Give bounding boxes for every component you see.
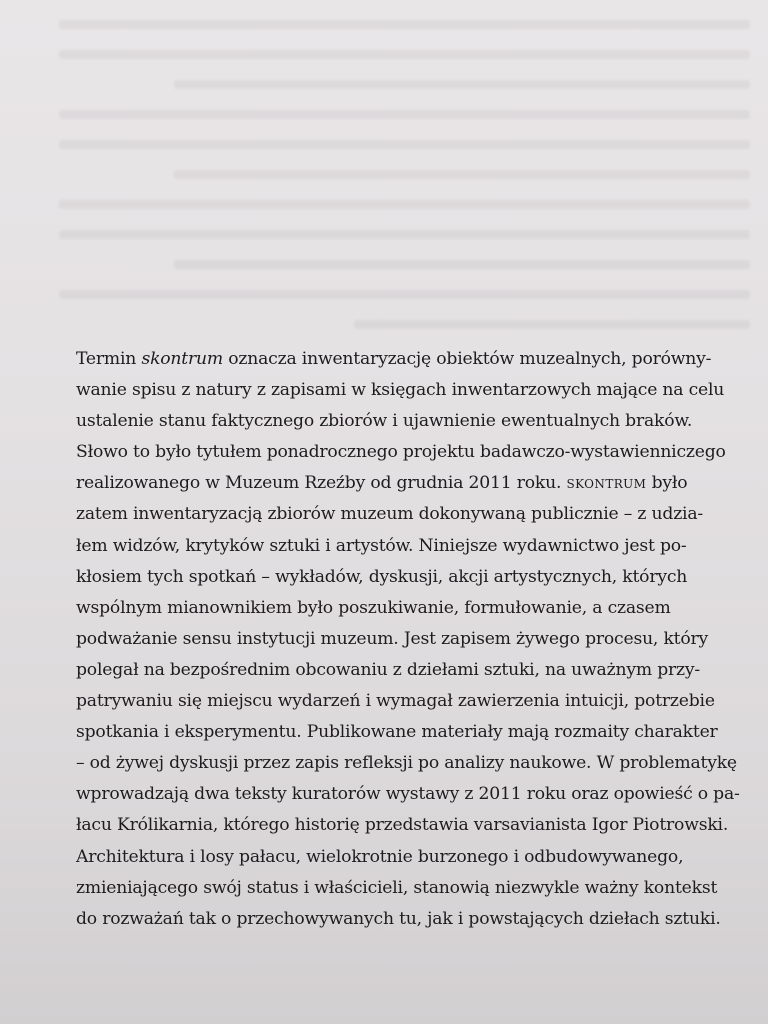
text-line [76,873,742,904]
text-line [76,810,742,841]
text-segment: polegał na bezpośrednim obcowaniu z dziełami sztuki, na uważnym przy- [76,659,700,680]
text-line [76,468,742,499]
text-segment: Słowo to było tytułem ponadrocznego projektu badawczo-wystawienniczego [76,442,726,463]
text-segment: Termin [76,349,142,369]
text-segment: ustalenie stanu faktycznego zbiorów i ujawnienie ewentualnych braków. [76,411,693,432]
text-line [76,904,742,935]
text-segment: spotkania i eksperymentu. Publikowane materiały mają rozmaity charakter [76,722,718,743]
text-segment: realizowanego w Muzeum Rzeźby od grudnia 2011 roku. [76,473,567,494]
text-line [76,375,742,406]
text-segment: zatem inwentaryzacją zbiorów muzeum dokonywaną publicznie – z udzia- [76,504,704,525]
bleed-through-text [30,20,750,340]
text-line [76,686,742,717]
text-line [76,562,742,593]
text-line [76,655,742,686]
text-line [76,624,742,655]
small-caps-term: skontrum [566,473,647,494]
text-line [76,779,742,810]
text-segment: było [646,473,688,494]
text-segment: oznacza inwentaryzację obiektów muzealnych, porówny- [223,349,712,369]
text-segment: podważanie sensu instytucji muzeum. Jest zapisem żywego procesu, który [76,628,709,649]
text-line [76,842,742,873]
body-paragraph [76,344,742,935]
text-segment: kłosiem tych spotkań – wykładów, dyskusji, akcji artystycznych, których [76,566,688,587]
text-segment: do rozważań tak o przechowywanych tu, jak i powstających dziełach sztuki. [76,908,721,929]
text-segment: łacu Królikarnia, którego historię przedstawia varsavianista Igor Piotrowski. [76,815,729,836]
text-segment: łem widzów, krytyków sztuki i artystów. Niniejsze wydawnictwo jest po- [76,535,687,556]
text-segment: Architektura i losy pałacu, wielokrotnie burzonego i odbudowywanego, [76,846,684,867]
text-segment: wanie spisu z natury z zapisami w księgach inwentarzowych mające na celu [76,380,725,401]
text-segment: patrywaniu się miejscu wydarzeń i wymagał zawierzenia intuicji, potrzebie [76,691,715,712]
text-line [76,593,742,624]
text-segment: wprowadzają dwa teksty kuratorów wystawy z 2011 roku oraz opowieść o pa- [76,784,740,805]
text-line [76,531,742,562]
text-line [76,717,742,748]
italic-term: skontrum [141,349,223,369]
text-line [76,344,742,375]
text-line [76,499,742,530]
text-line [76,406,742,437]
text-line [76,437,742,468]
text-segment: – od żywej dyskusji przez zapis refleksji po analizy naukowe. W problematykę [76,753,737,774]
text-segment: wspólnym mianownikiem było poszukiwanie, formułowanie, a czasem [76,597,671,618]
text-line [76,748,742,779]
text-segment: zmieniającego swój status i właścicieli, stanowią niezwykle ważny kontekst [76,877,718,898]
